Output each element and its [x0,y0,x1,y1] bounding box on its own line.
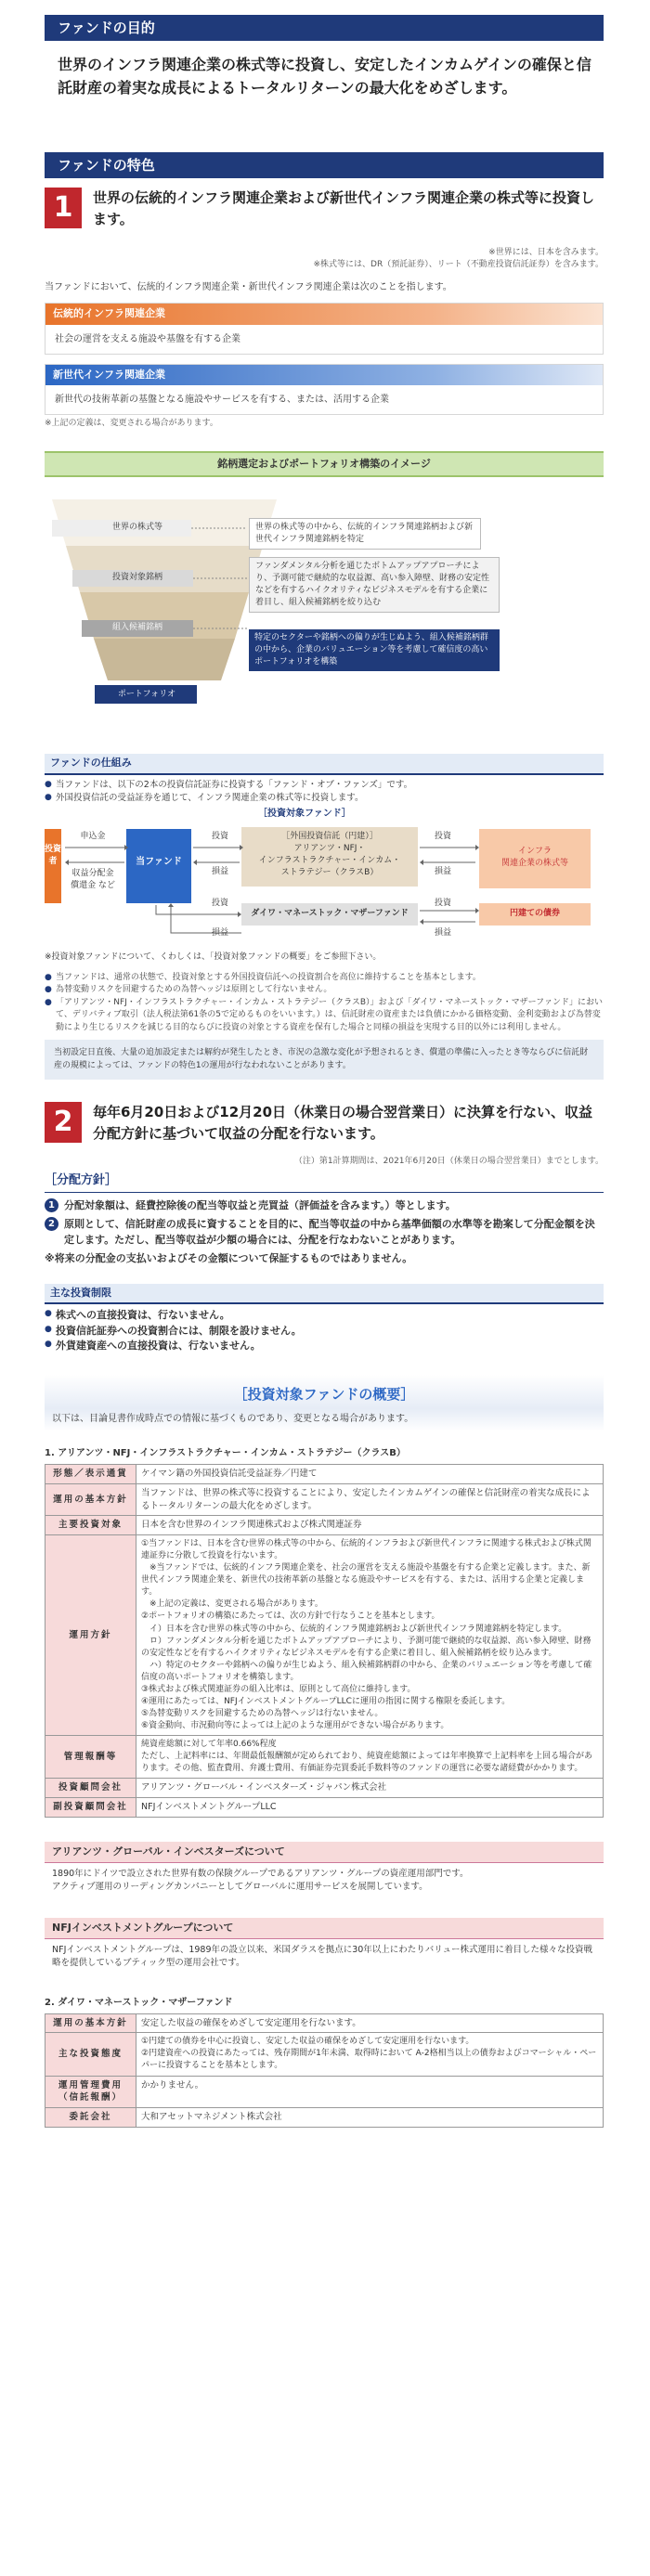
feature-1-note [45,247,604,271]
invest-label: 投資 [212,832,229,842]
scheme-bullets [45,779,604,806]
limit-item: ● 外貨建資産への直接投資は、行ないません。 [45,1339,604,1354]
limit-item: ● 株式への直接投資は、行ないません。 [45,1308,604,1324]
scheme-points [45,972,604,1035]
fund-box: 当ファンド [126,829,191,903]
limit-item: ● 投資信託証券への投資割合には、制限を設けません。 [45,1324,604,1340]
funnel-desc-2: ファンダメンタル分析を通じたボトムアップアプローチにより、予測可能で継続的な収益源、高い参入障壁、財務の安定性などを有するハイクオリティなビジネスモデルを有する企業に着目し、組入候補銘柄を絞り込む [249,557,500,613]
table-row [46,1797,604,1817]
apply-label: 申込金 [80,832,106,842]
allianz-box [45,1842,604,1899]
number-badge: 2 [45,1217,58,1231]
overview-title: ［投資対象ファンドの概要］ [233,1385,415,1403]
newgen-box [45,364,604,416]
feature-2-title: 毎年6月20日および12月20日（休業日の場合翌営業日）に決算を行ない、収益分配方針に基づいて収益の分配を行ないます。 [93,1104,593,1142]
nfj-title: NFJインベストメントグループについて [45,1918,604,1940]
row-key: 運用の基本方針 [46,1483,136,1516]
feature-1-header [45,188,604,247]
table-row [46,2033,604,2076]
row-key: 委託会社 [46,2108,136,2128]
purpose-text: 世界のインフラ関連企業の株式等に投資し、安定したインカムゲインの確保と信託財産の着実な成長によるトータルリターンの最大化をめざします。 [58,56,592,97]
loss-label: 損益 [212,928,229,938]
table-row [46,1779,604,1798]
row-value: 当ファンドは、世界の株式等に投資することにより、安定したインカムゲインの確保と信託財産の着実な成長によるトータルリターンの最大化をめざします。 [136,1483,604,1516]
traditional-title: 伝統的インフラ関連企業 [46,304,603,325]
policy-item [45,1217,604,1248]
row-value: 日本を含む世界のインフラ関連株式および株式関連証券 [136,1516,604,1535]
overview-note: 以下は、目論見書作成時点での情報に基づくものであり、変更となる場合があります。 [52,1414,414,1425]
number-badge: 1 [45,1198,58,1212]
nfj-text: NFJインベストメントグループは、1989年の設立以来、米国ダラスを拠点に30年以上にわたりバリュー株式運用に着目した様々な投資戦略を提供しているブティック型の運用会社です。 [52,1945,593,1969]
row-value: NFJインベストメントグループLLC [136,1797,604,1817]
yen-bond-box: 円建ての債券 [479,903,591,926]
row-value: アリアンツ・グローバル・インベスターズ・ジャパン株式会社 [136,1779,604,1798]
fund1-name: 1. アリアンツ・NFJ・インフラストラクチャー・インカム・ストラテジー（クラスB） [45,1448,406,1459]
row-key: 運用管理費用（信託報酬） [46,2076,136,2108]
invest-label: 投資 [435,899,452,909]
row-key: 主な投資態度 [46,2033,136,2076]
feature-number: 2 [45,1102,82,1143]
table-row [46,2108,604,2128]
row-key: 運用の基本方針 [46,2013,136,2033]
scheme-point: ● 当ファンドは、通常の状態で、投資対象とする外国投資信託への投資割合を高位に維持することを基本とします。 [45,972,604,985]
target-label: ［投資対象ファンド］ [258,809,351,820]
policy-body [45,1192,604,1267]
note-line: ※株式等には、DR（預託証券）、リート（不動産投資信託証券）を含みます。 [313,260,604,270]
row-value: ①当ファンドは、日本を含む世界の株式等の中から、伝統的インフラおよび新世代インフラに関連する株式および株式関連証券に分散して投資を行ないます。 ※当ファンドでは、伝統的インフラ関連企業を、社会の運営を支える施設や基盤を有する企業と定義します。また、新世代インフラ関連企業を、新世代の技術革新の基盤となる施設やサービスを有する、または、活用する企業と定義します。 ※上記の定義は、変更される場合があります。 ②ポートフォリオの構築にあたっては、次の方針で行なうことを基本とします。 イ）日本を含む世界の株式等の中から、伝統的インフラ関連銘柄および新世代インフラ関連銘柄を特定します。 ロ）ファンダメンタル分析を通じたボトムアップアプローチにより、予測可能で継続的な収益源、高い参入障壁、財務の安定性などを有するハイクオリティなビジネスモデルを有する企業に着目し、組入候補銘柄を絞り込みます。 ハ）特定のセクターや銘柄への偏りが生じぬよう、組入候補銘柄群の中から、企業のバリュエーション等を考慮して確信度の高いポートフォリオを構築します。 ③株式および株式関連証券の組入比率は、原則として高位に維持します。 ④運用にあたっては、NFJインベストメントグループLLCに運用の指図に関する権限を委託します。 ⑤為替変動リスクを回避するための為替ヘッジは行ないません。 ⑥資金動向、市況動向等によっては上記のような運用ができない場合があります。 [136,1535,604,1736]
row-key: 運用方針 [46,1535,136,1736]
scheme-note: ※投資対象ファンドについて、くわしくは、「投資対象ファンドの概要」をご参照下さい。 [45,952,382,963]
scheme-title: ファンドの仕組み [45,754,604,775]
row-value: 安定した収益の確保をめざして安定運用を行ないます。 [136,2013,604,2033]
row-key: 投資顧問会社 [46,1779,136,1798]
row-value: 純資産総額に対して年率0.66%程度 ただし、上記料率には、年間最低報酬額が定められており、純資産総額によっては年率換算で上記料率を上回る場合があります。その他、監査費用、弁護士費用、有価証券売買委託手数料等のファンドの運営に必要な諸経費がかかります。 [136,1735,604,1778]
table-row [46,2076,604,2108]
row-key: 主要投資対象 [46,1516,136,1535]
scheme-diagram [45,807,604,946]
row-value: ケイマン籍の外国投資信託受益証券／円建て [136,1465,604,1484]
overview-section [45,1375,604,1432]
scheme-bullet: ● 当ファンドは、以下の2本の投資信託証券に投資する「ファンド・オブ・ファンズ」です。 [45,779,604,792]
feature-1-intro: 当ファンドにおいて、伝統的インフラ関連企業・新世代インフラ関連企業は次のことを指します。 [45,282,452,293]
funnel-desc-3: 特定のセクターや銘柄への偏りが生じぬよう、組入候補銘柄群の中から、企業のバリュエーション等を考慮して確信度の高いポートフォリオを構築 [249,629,500,671]
table-row [46,1465,604,1484]
scheme-arrows [45,807,602,946]
distribution-label: 収益分配金 償還金 など [71,869,115,891]
table-row [46,1516,604,1535]
feature-1-title: 世界の伝統的インフラ関連企業および新世代インフラ関連企業の株式等に投資します。 [93,189,595,227]
row-key: 副投資顧問会社 [46,1797,136,1817]
traditional-box [45,303,604,355]
traditional-text: 社会の運営を支える施設や基盤を有する企業 [55,333,240,344]
nfj-box [45,1918,604,1975]
money-fund-box: ダイワ・マネーストック・マザーファンド [241,903,418,926]
allianz-title: アリアンツ・グローバル・インベスターズについて [45,1842,604,1864]
features-title: ファンドの特色 [45,152,604,178]
scheme-point: ● 為替変動リスクを回避するための為替ヘッジは原則として行ないません。 [45,984,604,997]
foreign-fund-box: ［外国投資信託（円建）］ アリアンツ・NFJ・ インフラストラクチャー・インカム・ ストラテジー（クラスB） [241,827,418,887]
funnel-level-4: ポートフォリオ [117,690,176,700]
purpose-title: ファンドの目的 [45,15,604,41]
limits-list [45,1308,604,1354]
policy-text: 原則として、信託財産の成長に資することを目的に、配当等収益の中から基準価額の水準等を勘案して分配金額を決定します。ただし、配当等収益が少額の場合には、分配を行なわないことがあります。 [64,1218,595,1246]
table-row [46,1535,604,1736]
funnel-diagram [45,481,604,743]
fund2-name: 2. ダイワ・マネーストック・マザーファンド [45,1997,233,2008]
funnel-desc-1: 世界の株式等の中から、伝統的インフラ関連銘柄および新世代インフラ関連銘柄を特定 [249,518,481,550]
definition-note: ※上記の定義は、変更される場合があります。 [45,419,218,429]
funnel-level-3: 組入候補銘柄 [111,623,162,633]
loss-label: 損益 [435,928,452,938]
row-key: 形態／表示通貨 [46,1465,136,1484]
note-line: ※世界には、日本を含みます。 [488,248,604,257]
scheme-point: ● 「アリアンツ・NFJ・インフラストラクチャー・インカム・ストラテジー（クラスB）」および「ダイワ・マネーストック・マザーファンド」において、デリバティブ取引（法人税法第61条の5で定めるものをいいます。）は、信託財産の資産または負債にかかる価格変動、金利変動および為替変動により生じるリスクを減じる目的ならびに投資の対象とする資産を保有した場合と同様の損益を実現する目的以外には利用しません。 [45,997,604,1035]
policy-item [45,1198,604,1214]
policy-note: ※将来の分配金の支払いおよびその金額について保証するものではありません。 [45,1252,413,1265]
policy-title: ［分配方針］ [45,1173,118,1188]
table-row [46,1483,604,1516]
row-value: かかりません。 [136,2076,604,2108]
investor-box: 投資者 [45,829,61,903]
feature-number: 1 [45,188,82,228]
newgen-text: 新世代の技術革新の基盤となる施設やサービスを有する、または、活用する企業 [55,395,389,406]
row-value: 大和アセットマネジメント株式会社 [136,2108,604,2128]
table-row [46,2013,604,2033]
newgen-title: 新世代インフラ関連企業 [46,365,603,386]
fund2-table [45,2013,604,2128]
funnel-level-2: 投資対象銘柄 [111,573,162,583]
row-value: ①円建ての債券を中心に投資し、安定した収益の確保をめざして安定運用を行ないます。 ②円建資産への投資にあたっては、残存期間が1年未満、取得時において A-2格相当以上の債券およびコマーシャル・ペーパーに投資することを基本とします。 [136,2033,604,2076]
invest-label: 投資 [435,832,452,842]
image-title: 銘柄選定およびポートフォリオ構築のイメージ [45,451,604,478]
invest-label: 投資 [212,899,229,909]
policy-text: 分配対象額は、経費控除後の配当等収益と売買益（評価益を含みます。）等とします。 [64,1198,456,1211]
fund1-table [45,1464,604,1817]
scheme-bullet: ● 外国投資信託の受益証券を通じて、インフラ関連企業の株式等に投資します。 [45,792,604,805]
table-row [46,1735,604,1778]
infra-box: インフラ 関連企業の株式等 [479,829,591,888]
caution-box: 当初設定日直後、大量の追加設定または解約が発生したとき、市況の急激な変化が予想されるとき、償還の準備に入ったとき等ならびに信託財産の規模によっては、ファンドの特色1の運用が行なわれないことがあります。 [45,1040,604,1080]
allianz-text: 1890年にドイツで設立された世界有数の保険グループであるアリアンツ・グループの資産運用部門です。 アクティブ運用のリーディングカンパニーとしてグローバルに運用サービスを展開しています。 [52,1869,469,1893]
row-key: 管理報酬等 [46,1735,136,1778]
feature-2-note: （注）第1計算期間は、2021年6月20日（休業日の場合翌営業日）までとします。 [293,1157,604,1167]
loss-label: 損益 [435,867,452,877]
funnel-level-1: 世界の株式等 [111,523,162,533]
loss-label: 損益 [212,867,229,877]
feature-2-header [45,1102,604,1156]
limits-title: 主な投資制限 [45,1284,604,1305]
